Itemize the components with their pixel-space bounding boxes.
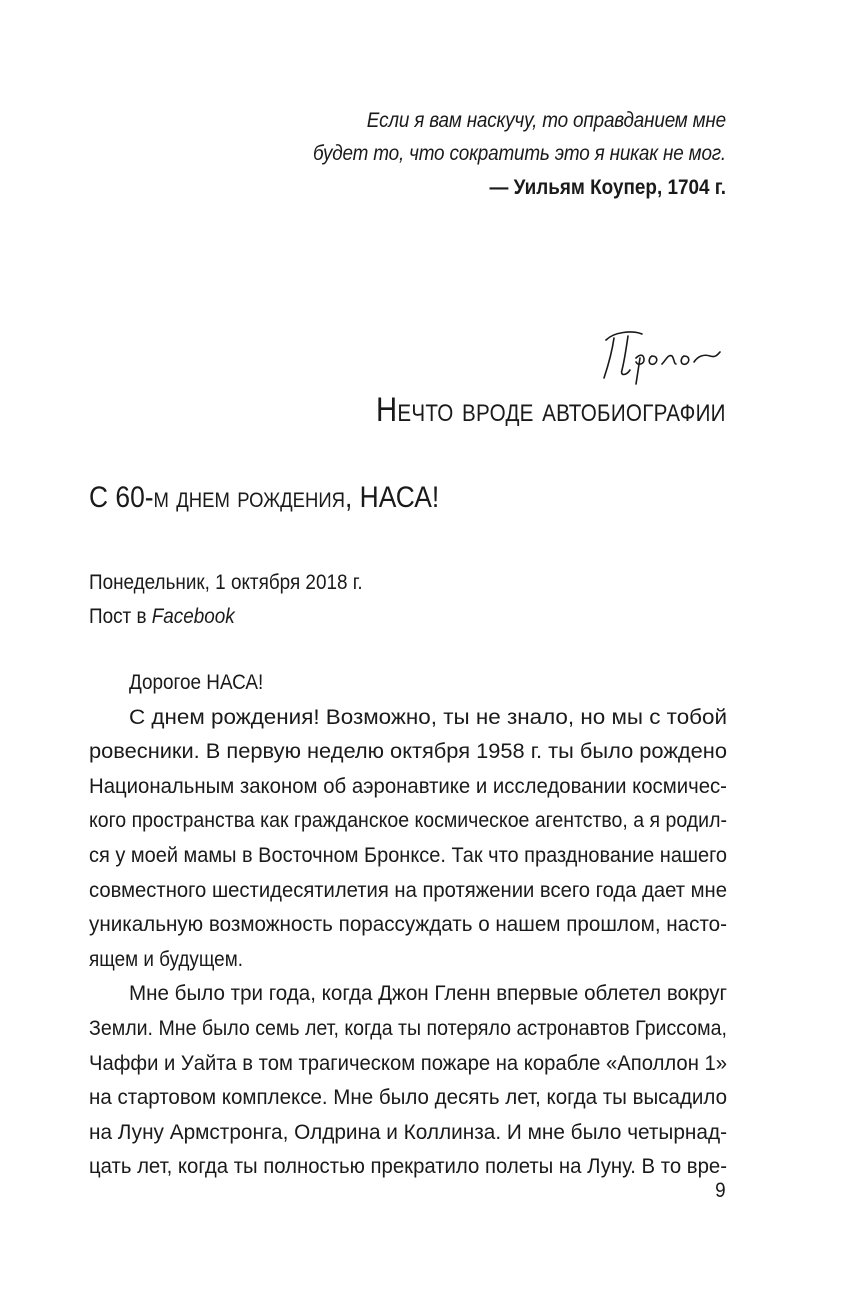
body-line: цать лет, когда ты полностью прекратило полеты на Луну. В то вре- [89, 1155, 727, 1179]
prologue-script-label [592, 318, 732, 390]
post-source [89, 600, 363, 634]
prologue-handwriting [592, 318, 732, 390]
chapter-title: Нечто вроде автобиографии [376, 391, 726, 429]
body-line: кого пространства как гражданское космическое агентство, а я родил- [89, 809, 727, 833]
epigraph [260, 104, 726, 204]
body-line: Чаффи и Уайта в том трагическом пожаре на корабле «Аполлон 1» [89, 1051, 728, 1075]
epigraph-line-1: Если я вам наскучу, то оправданием мне [366, 109, 726, 132]
epigraph-attribution: — Уильям Коупер, 1704 г. [489, 176, 726, 199]
body-line: Национальным законом об аэронавтике и исследовании космичес- [89, 774, 727, 798]
body-line: Мне было три года, когда Джон Гленн впервые облетел вокруг [129, 982, 728, 1006]
body-line: на стартовом комплексе. Мне было десять лет, когда ты высадило [89, 1086, 728, 1110]
post-date: Понедельник, 1 октября 2018 г. [89, 571, 363, 594]
body-line: на Луну Армстронга, Олдрина и Коллинза. И мне было четырнад- [89, 1120, 727, 1144]
epigraph-line-2: будет то, что сократить это я никак не мог. [312, 142, 726, 165]
post-source-name: Facebook [151, 605, 235, 628]
post-meta [89, 566, 393, 634]
body-line: Земли. Мне было семь лет, когда ты потеряло астронавтов Гриссома, [89, 1016, 727, 1040]
body-line: С днем рождения! Возможно, ты не знало, но мы с тобой [129, 705, 728, 729]
post-source-prefix: Пост в [89, 605, 152, 628]
body-line: уникальную возможность порассуждать о нашем прошлом, насто- [89, 913, 728, 937]
body-text [89, 666, 727, 1185]
body-line: ящем и будущем. [89, 947, 243, 971]
body-line: ровесники. В первую неделю октября 1958 г. ты было рождено [89, 740, 727, 764]
body-line: Дорогое НАСА! [129, 671, 264, 694]
page-number: 9 [715, 1179, 726, 1202]
section-title: С 60-м днем рождения, НАСА! [89, 481, 440, 514]
body-line: ся у моей мамы в Восточном Бронксе. Так что празднование нашего [89, 843, 728, 867]
body-line: совместного шестидесятилетия на протяжении всего года дает мне [89, 878, 727, 902]
